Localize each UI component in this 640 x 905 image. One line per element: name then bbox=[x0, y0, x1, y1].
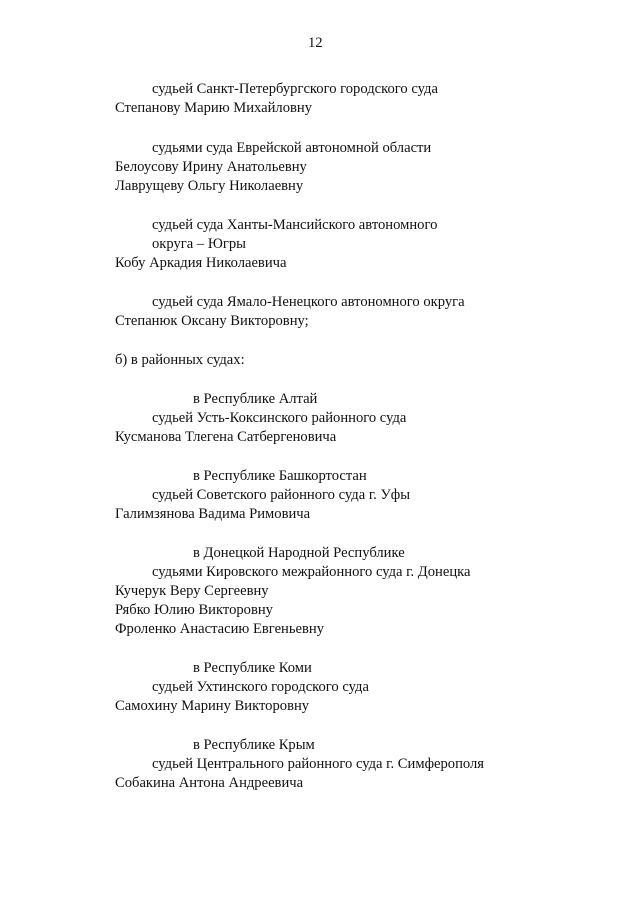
section-heading: б) в районных судах: bbox=[115, 352, 245, 368]
judge-name: Белоусову Ирину Анатольевну bbox=[115, 159, 307, 175]
appointment-line: судьей суда Ямало-Ненецкого автономного округа bbox=[152, 294, 465, 310]
appointment-line: судьей суда Ханты-Мансийского автономного bbox=[152, 217, 438, 233]
appointment-line: судьей Усть-Коксинского районного суда bbox=[152, 410, 407, 426]
judge-name: Галимзянова Вадима Римовича bbox=[115, 506, 311, 522]
appointment-line: судьями Кировского межрайонного суда г. Донецка bbox=[152, 564, 471, 580]
region-heading: в Республике Алтай bbox=[193, 391, 318, 407]
judge-name: Кусманова Тлегена Сатбергеновича bbox=[115, 429, 337, 445]
judge-name: Рябко Юлию Викторовну bbox=[115, 602, 273, 618]
appointment-line: округа – Югры bbox=[152, 236, 246, 252]
appointment-line: судьей Санкт-Петербургского городского суда bbox=[152, 81, 438, 97]
region-heading: в Донецкой Народной Республике bbox=[193, 545, 405, 561]
appointment-line: судьей Советского районного суда г. Уфы bbox=[152, 487, 411, 503]
appointment-line: судьей Центрального районного суда г. Симферополя bbox=[152, 756, 485, 772]
judge-name: Фроленко Анастасию Евгеньевну bbox=[115, 621, 324, 637]
page-number: 12 bbox=[308, 35, 323, 51]
appointment-line: судьей Ухтинского городского суда bbox=[152, 679, 369, 695]
judge-name: Кучерук Веру Сергеевну bbox=[115, 583, 269, 599]
region-heading: в Республике Коми bbox=[193, 660, 312, 676]
judge-name: Собакина Антона Андреевича bbox=[115, 775, 304, 791]
region-heading: в Республике Башкортостан bbox=[193, 468, 367, 484]
judge-name: Лаврущеву Ольгу Николаевну bbox=[115, 178, 304, 194]
region-heading: в Республике Крым bbox=[193, 737, 315, 753]
judge-name: Степанюк Оксану Викторовну; bbox=[115, 313, 309, 329]
judge-name: Степанову Марию Михайловну bbox=[115, 100, 312, 116]
appointment-line: судьями суда Еврейской автономной области bbox=[152, 140, 432, 156]
judge-name: Кобу Аркадия Николаевича bbox=[115, 255, 287, 271]
judge-name: Самохину Марину Викторовну bbox=[115, 698, 310, 714]
